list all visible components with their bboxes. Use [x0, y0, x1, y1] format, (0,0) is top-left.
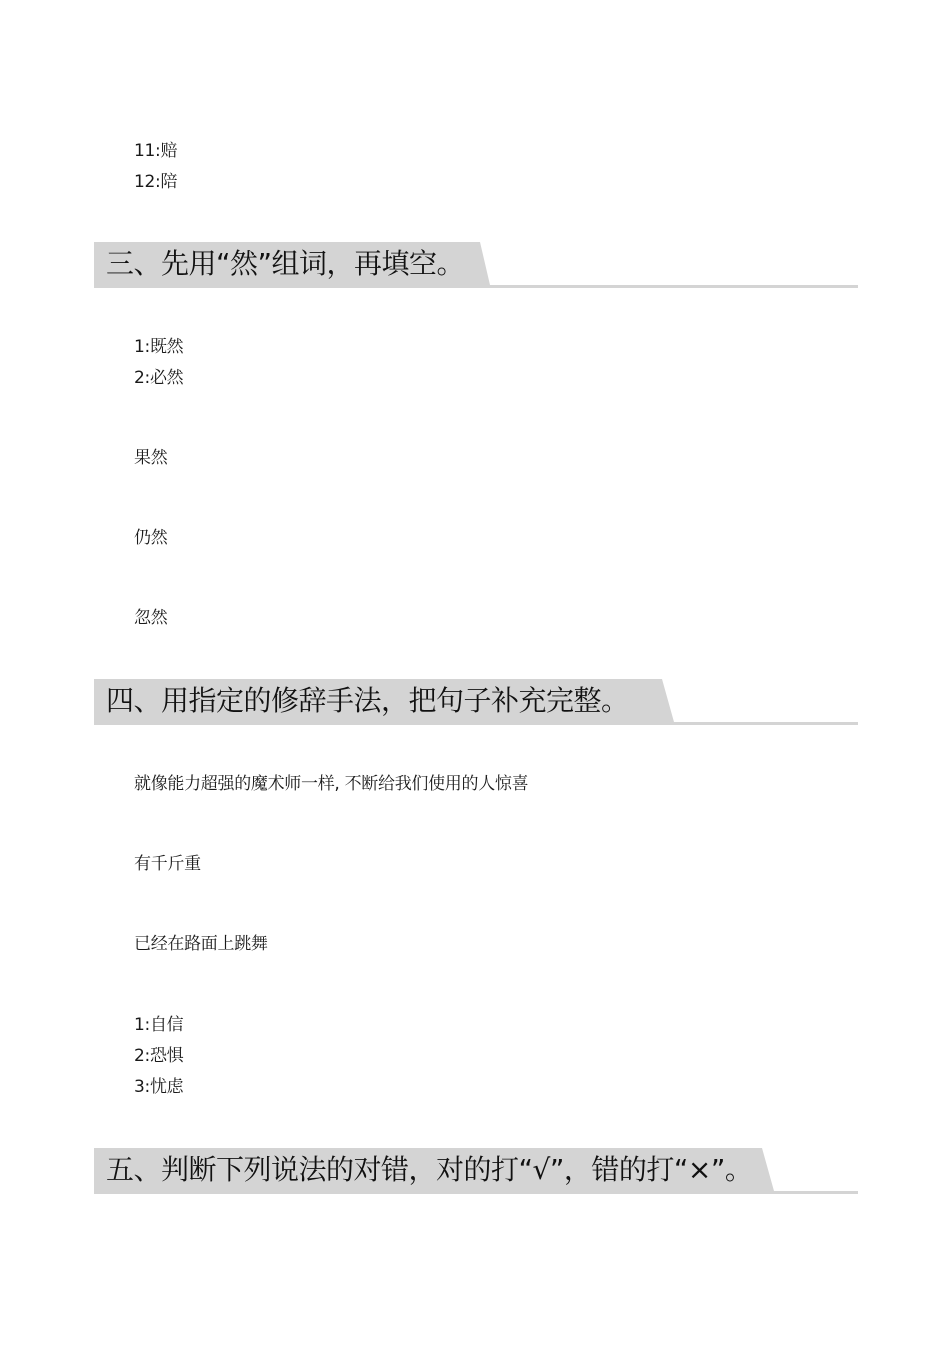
section-header-5 — [94, 1148, 858, 1194]
section-header-4 — [94, 679, 858, 725]
section-header-3 — [94, 242, 858, 288]
answer-word: 果然 — [134, 448, 168, 468]
section-title: 四、用指定的修辞手法，把句子补充完整。 — [106, 684, 629, 717]
section-rule — [94, 1191, 858, 1194]
section-title: 三、先用“然”组词，再填空。 — [106, 247, 465, 280]
answer-item: 1:自信 — [134, 1015, 184, 1035]
answer-item: 11:赔 — [134, 141, 178, 161]
answer-item: 2:恐惧 — [134, 1046, 184, 1066]
answer-item: 2:必然 — [134, 368, 184, 388]
answer-sentence: 已经在路面上跳舞 — [134, 934, 268, 954]
answer-sentence: 有千斤重 — [134, 854, 201, 874]
answer-item: 3:忧虑 — [134, 1077, 184, 1097]
section-rule — [94, 722, 858, 725]
section-rule — [94, 285, 858, 288]
section-title: 五、判断下列说法的对错，对的打“√”，错的打“×”。 — [106, 1153, 753, 1186]
answer-sentence: 就像能力超强的魔术师一样, 不断给我们使用的人惊喜 — [134, 774, 529, 794]
answer-item: 1:既然 — [134, 337, 184, 357]
answer-word: 忽然 — [134, 608, 168, 628]
answer-item: 12:陪 — [134, 172, 178, 192]
answer-word: 仍然 — [134, 528, 168, 548]
